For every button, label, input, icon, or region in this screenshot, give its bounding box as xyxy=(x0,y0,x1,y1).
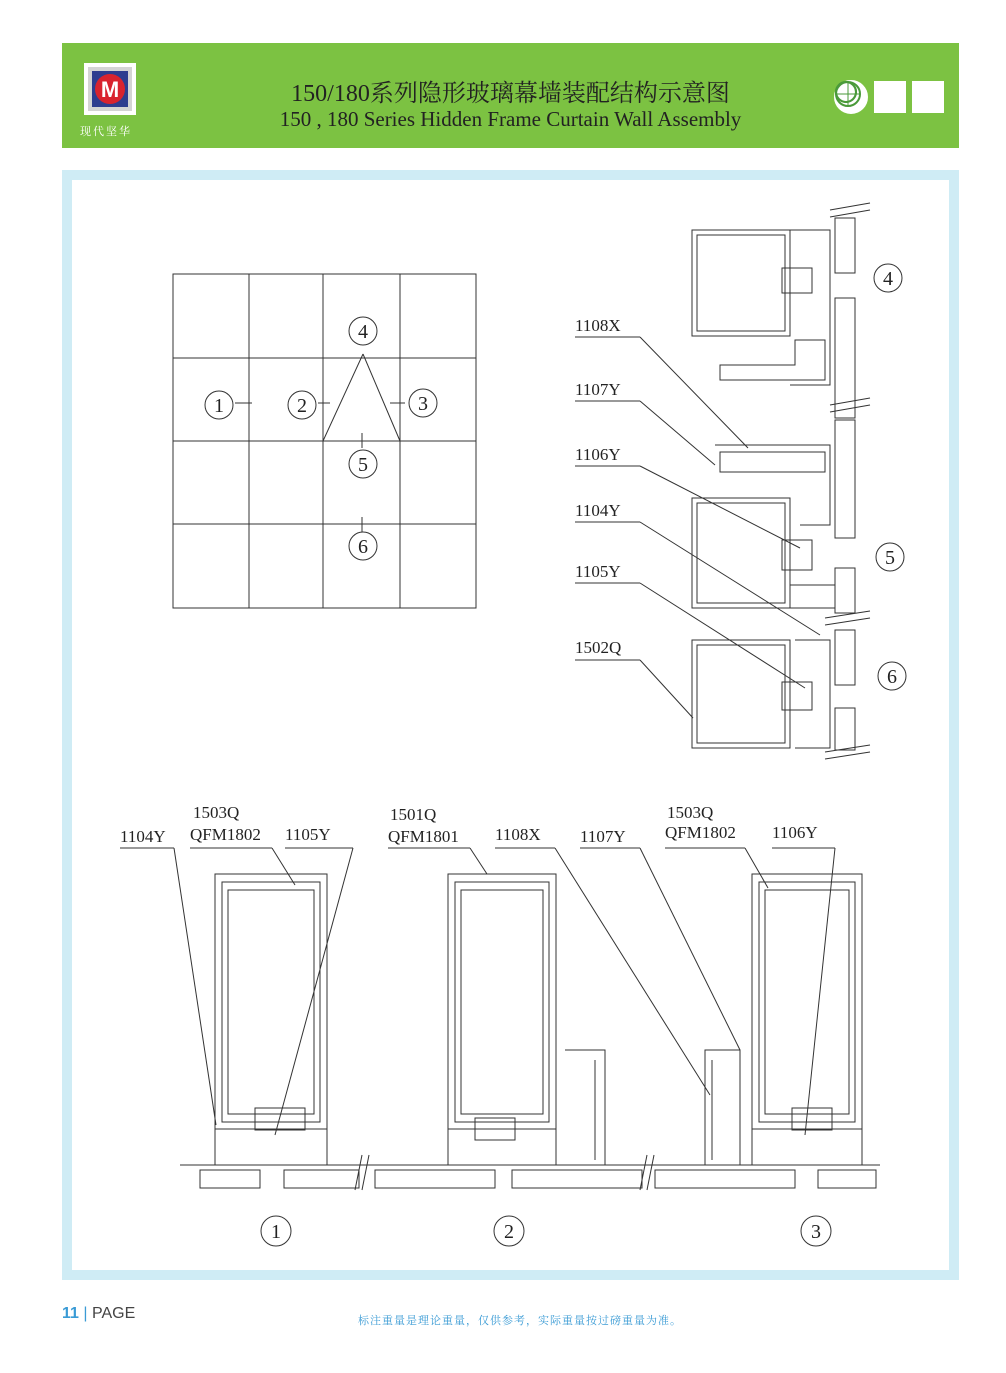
bottom-label-1501q: 1501Q xyxy=(390,805,437,824)
glass-panels xyxy=(180,1155,880,1190)
bottom-label-1503q-b: 1503Q xyxy=(667,803,714,822)
title-english: 150 , 180 Series Hidden Frame Curtain Wall Assembly xyxy=(279,107,742,131)
page-label: PAGE xyxy=(91,1305,136,1322)
grid-marker-3: 3 xyxy=(418,393,428,415)
bottom-label-1108x: 1108X xyxy=(495,825,541,844)
side-label-1106y: 1106Y xyxy=(575,445,621,464)
bottom-label-1107y: 1107Y xyxy=(580,827,626,846)
bottom-label-1104y: 1104Y xyxy=(120,827,166,846)
bottom-label-qfm1802-a: QFM1802 xyxy=(190,825,261,844)
horizontal-section-2 xyxy=(448,874,605,1165)
grid-marker-2: 2 xyxy=(297,395,307,417)
bottom-label-1105y: 1105Y xyxy=(285,825,331,844)
grid-marker-4: 4 xyxy=(358,321,368,343)
side-label-1502q: 1502Q xyxy=(575,638,622,657)
side-label-1108x: 1108X xyxy=(575,316,621,335)
detail-marker-3: 3 xyxy=(811,1221,821,1243)
logo-text: 现代坚华 xyxy=(80,125,132,138)
section-marker-6: 6 xyxy=(887,666,897,688)
horizontal-section-3 xyxy=(705,874,862,1165)
section-marker-4: 4 xyxy=(883,268,893,290)
horizontal-section-1 xyxy=(215,874,327,1165)
title-chinese: 150/180系列隐形玻璃幕墙装配结构示意图 xyxy=(291,81,730,107)
bottom-label-qfm1801: QFM1801 xyxy=(388,827,459,846)
bottom-label-1503q-a: 1503Q xyxy=(193,803,240,822)
bottom-label-qfm1802-b: QFM1802 xyxy=(665,823,736,842)
weight-disclaimer: 标注重量是理论重量，仅供参考，实际重量按过磅重量为准。 xyxy=(358,1314,682,1327)
side-label-1107y: 1107Y xyxy=(575,380,621,399)
detail-marker-2: 2 xyxy=(504,1221,514,1243)
grid-marker-6: 6 xyxy=(358,536,368,558)
grid-marker-5: 5 xyxy=(358,454,368,476)
vertical-section xyxy=(692,203,870,759)
logo-letter: M xyxy=(100,77,120,102)
page-number: 11 | PAGE xyxy=(62,1305,136,1322)
side-label-1105y: 1105Y xyxy=(575,562,621,581)
bottom-label-1106y: 1106Y xyxy=(772,823,818,842)
bottom-leaders xyxy=(120,848,835,1135)
page-number-value: 11 xyxy=(62,1305,79,1322)
elevation-grid xyxy=(173,274,476,608)
section-marker-5: 5 xyxy=(885,547,895,569)
grid-marker-1: 1 xyxy=(214,395,224,417)
side-label-1104y: 1104Y xyxy=(575,501,621,520)
detail-marker-1: 1 xyxy=(271,1221,281,1243)
